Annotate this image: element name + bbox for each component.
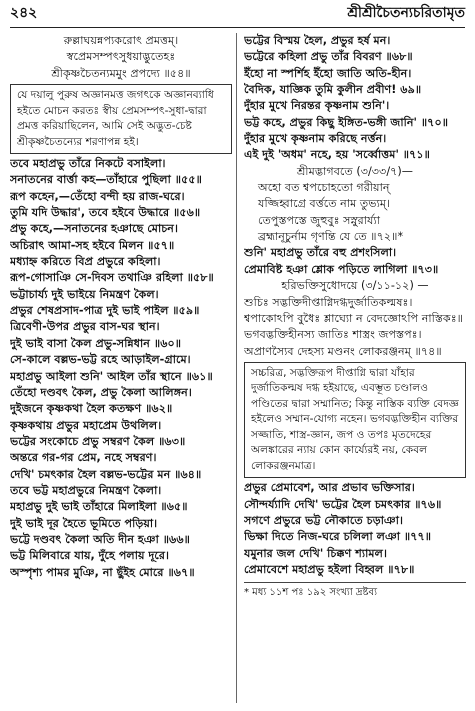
verse-line: সে-কালে বল্লভ-ভট্ট রহে আড়াইল-গ্রামে। [10,353,191,367]
verse-line: এই দুই 'অধম' নহে, হয় 'সর্ব্বোত্তম' ॥৭১॥ [244,148,430,162]
verse-line: ভিক্ষা দিতে নিজ-ঘরে চলিলা লঞা ॥৭৭॥ [244,530,432,544]
verse-line: তুমি যদি উদ্ধার', তবে হইবে উদ্ধারে ॥৫৬॥ [10,206,201,220]
verse-line: মহাপ্রভু দুই ভাই তাঁহারে মিলাইলা ॥৬৫॥ [10,500,188,514]
verse-line: ত্রিবেণী-উপর প্রভুর বাস-ঘর স্থান। [10,320,160,334]
verse-line: ভট্ট মিলিবারে যায়, দুঁহে পলায় দূরে। [10,549,170,563]
verse-line: তবে মহাপ্রভু তাঁরে নিকটে বসাইলা। [10,157,166,171]
header-rule [10,27,465,28]
verse-line: সনাতনের বার্ত্তা কহ—তাঁহারে পুছিলা ॥৫৫॥ [10,173,202,187]
verse-line: ভট্টাচার্য্য দুই ভাইয়ে নিমন্ত্রণ কৈল। [10,287,159,301]
right-verse-list-b [244,245,466,278]
verse-line: ভট্টের বিস্ময় হৈল, প্রভুর হর্ষ মন। [244,34,391,47]
verse-line: ইঁহো না স্পর্শিহ ইঁহো জাতি অতি-হীন। [244,66,412,80]
left-column [10,33,232,581]
verse-line: রূপ-গোসাঞি সে-দিবস তথাঞি রহিলা ॥৫৮॥ [10,271,214,285]
verse-line: ভট্ট কহে, প্রভুর কিছু ইঙ্গিত-ভঙ্গী জানি' ॥৭০॥ [244,115,449,129]
verse-line: সৌন্দর্য্যাদি দেখি' ভট্টের হৈল চমৎকার ॥৭৬॥ [244,497,442,511]
sloka-line: ভগবদ্ভক্তিহীনস্য জাতিঃ শাস্ত্রং জপস্তপঃ। [244,328,422,342]
verse-line: প্রভুর প্রেমাবেশ, আর প্রভাব ভক্তিসার। [244,481,415,495]
footnote: * মধ্য ১১শ পঃ ১৯২ সংখ্যা দ্রষ্টব্য [244,582,466,601]
verse-line: প্রভুর শেষপ্রসাদ-পাত্র দুই ভাই পাইল ॥৫৯॥ [10,304,200,318]
verse-line: কৃষ্ণকথায় প্রভুর মহাপ্রেম উথলিল। [10,418,162,432]
verse-line: শ্রীকৃষ্ণচৈতন্যমমুং প্রপদ্যে ॥৫৪॥ [51,66,191,80]
sloka-line: যজ্জিহ্বাগ্রে বর্ত্ততে নাম তুভ্যম্। [258,197,391,211]
verse-line: দেখি' চমৎকার হৈল বল্লভ-ভট্টের মন ॥৬৪॥ [10,467,202,481]
sloka-reference: শ্রীমদ্ভাগবতে (৩/৩৩/৭)— [297,164,413,178]
column-divider [236,33,237,703]
sloka-line: শুচিঃ সদ্ভক্তিদীপ্তাগ্নিদগ্ধদুর্জাতিকল্মষঃ। [244,295,413,309]
verse-line: তবে ভট্ট মহাপ্রভুরে নিমন্ত্রণ কৈলা। [10,483,162,497]
verse-line: ভট্টে দণ্ডবৎ কৈলা অতি দীন হঞা ॥৬৬॥ [10,532,190,546]
verse-line: রূপ কহেন,—তেঁহো বন্দী হয় রাজ-ঘরে। [10,189,185,203]
verse-line: মধ্যাহ্ন করিতে বিপ্র প্রভুরে কহিলা। [10,255,161,269]
verse-line: অচিরাৎ আমা-সহ হইবে মিলন ॥৫৭॥ [10,238,175,252]
verse-line: বৈদিক, যাজ্ঞিক তুমি কুলীন প্রবীণ! ৬৯॥ [244,83,422,97]
verse-line: শুনি' মহাপ্রভু তাঁরে বহু প্রশংসিলা। [244,246,397,260]
right-verse-list-a [244,33,466,164]
verse-line: দুই ভাই দূর হৈতে ভূমিতে পড়িয়া। [10,516,158,530]
verse-line: প্রভু কহে,—সনাতনের হঞাছে মোচন। [10,222,178,236]
sanskrit-sloka [244,180,466,245]
sloka-reference: হরিভক্তিসুধোদয়ে (৩/১১-১২) — [281,279,429,293]
verse-line: ভট্টের সংকোচে প্রভু সম্বরণ কৈল ॥৬৩॥ [10,434,186,448]
left-sloka-top [10,33,232,82]
verse-line: মহাপ্রভু আইলা শুনি' আইল তাঁর স্থানে ॥৬১॥ [10,369,213,383]
sloka-line: ব্রহ্মানূচুর্নাম গৃণন্তি যে তে ॥৭২॥* [258,230,404,244]
translation-text: সচ্চরিত্র, সদ্ভক্তিরূপ দীপ্তাগ্নি দ্বারা যাঁহার দুর্জাতিকল্মষ দগ্ধ হইয়াছে, এবম্ভূত চণ্ডালও পণ্ডিতের দ্বারা সম্মানিত; কিন্তু নাস্তিক ব্যক্তি বেদজ্ঞ হইলেও সম্মান-যোগ্য নহেন। ভগবদ্ভক্তিহীন ব্যক্তির সজ্জাতি, শাস্ত্র-জ্ঞান, জপ ও তপঃ মৃতদেহের অলঙ্কারের ন্যায় কোন কার্য্যেরই নয়, কেবল লোকরঞ্জনমাত্র। [251,366,459,472]
page-header [10,3,465,25]
sanskrit-sloka [244,295,466,360]
sloka-line: তেপুস্তপস্তে জুহুবুঃ সস্নুরার্য্যা [258,213,380,227]
sloka-line: শ্বপাকোঽপি বুধৈঃ শ্লাঘ্যো ন বেদজ্ঞোঽপি নাস্তিকঃ॥ [244,311,463,325]
page-number: ২৪২ [10,5,38,21]
right-column [244,33,466,602]
translation-box [10,84,232,154]
translation-box [244,362,466,479]
sloka-line: অহো বত শ্বপচোহতো গরীয়ান্ [258,181,390,195]
verse-line: রুল্লাঘয়ন্নপ্যকরোৎ প্রমত্তম্। [63,34,179,47]
verse-line: অস্পৃশ্য পামর মুঞি, না ছুঁইহ মোরে ॥৬৭॥ [10,565,195,579]
verse-line: স্বপ্রেমসম্পৎসুধয়াদ্ভুতেহঃ [66,50,176,64]
right-verse-list-c [244,480,466,578]
verse-line: প্রেমাবিষ্ট হঞা শ্লোক পড়িতে লাগিলা ॥৭৩॥ [244,262,439,276]
running-title: শ্রীশ্রীচৈতন্যচরিতামৃত [347,5,465,21]
verse-line: যমুনার জল দেখি' চিক্কণ শ্যামল। [244,546,387,560]
left-verse-list [10,156,232,581]
sloka-line: অপ্রাণস্যৈব দেহস্য মণ্ডনং লোকরঞ্জনম্ ॥৭৪॥ [244,344,442,358]
verse-line: দুঁহার মুখে নিরন্তর কৃষ্ণনাম শুনি'। [244,99,390,113]
verse-line: সগণে প্রভুরে ভট্ট নৌকাতে চড়াঞা। [244,514,403,528]
verse-line: দুইজনে কৃষ্ণকথা হৈল কতক্ষণ ॥৬২॥ [10,402,173,416]
verse-line: দুই ভাই বাসা কৈল প্রভু-সন্নিধান ॥৬০॥ [10,336,182,350]
verse-line: দুঁহার মুখে কৃষ্ণনাম করিছে নর্ত্তন। [244,132,387,146]
verse-line: প্রেমাবেশে মহাপ্রভু হইলা বিহ্বল ॥৭৮॥ [244,563,415,577]
verse-line: তেঁহো দণ্ডবৎ কৈল, প্রভু কৈলা আলিঙ্গন। [10,385,192,399]
verse-line: ভট্টেরে কহিলা প্রভু তাঁর বিবরণ ॥৬৮॥ [244,50,413,64]
translation-text: যে দয়ালু পুরুষ অজ্ঞানমত্ত জগৎকে অজ্ঞানব্যাধি হইতে মোচন করতঃ স্বীয় প্রেমসম্পৎ-সুধা-দ্বারা প্রমত্ত করিয়াছিলেন, আমি সেই অদ্ভুত-চেষ্ট শ্রীকৃষ্ণচৈতন্যের শরণাপন্ন হই। [17,89,214,148]
verse-line: অন্তরে গর-গর প্রেম, নহে সম্বরণ। [10,451,157,465]
